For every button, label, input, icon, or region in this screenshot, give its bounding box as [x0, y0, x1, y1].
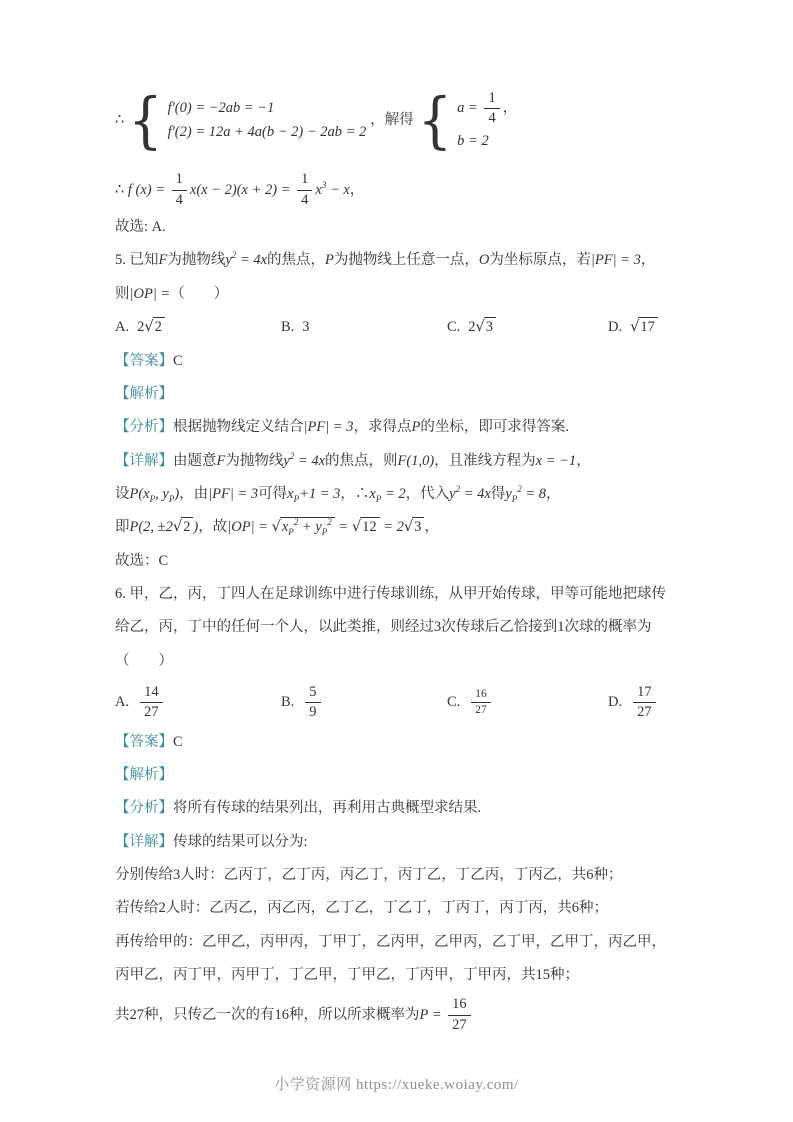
fraction-denominator: 4 — [301, 191, 309, 208]
fraction-denominator: 27 — [637, 704, 652, 721]
question6-option-d — [608, 684, 677, 722]
question5-detail-line3 — [115, 511, 677, 544]
option-value — [630, 319, 658, 335]
fraction — [633, 684, 656, 722]
question5-answer-value: C — [173, 352, 183, 369]
text-segment: 的焦点，则 — [325, 452, 398, 469]
subscript: P — [375, 493, 382, 504]
xiangjie-label: 【详解】 — [115, 833, 173, 850]
text-segment: 为抛物线 — [167, 252, 226, 269]
radical — [352, 519, 380, 535]
fraction-numerator: 14 — [140, 684, 163, 703]
solution4-choose-text — [115, 219, 166, 235]
text-segment: ， — [502, 100, 518, 117]
math-segment: b = 2 — [457, 132, 489, 149]
math-segment: P(x — [129, 485, 150, 502]
question5-option-d — [608, 311, 677, 344]
radical-sign-icon: √ — [271, 519, 281, 536]
left-brace-icon: { — [417, 84, 453, 156]
left-brace-icon: { — [128, 84, 163, 156]
radicand — [412, 517, 424, 536]
question6-option-a — [115, 684, 281, 722]
question6-answer-line — [115, 726, 677, 759]
number-segment: 3 — [485, 319, 494, 336]
math-segment: = 4x — [460, 485, 491, 502]
radical-sign-icon: √ — [351, 519, 362, 536]
math-segment: f′(0) = −2ab = −1 — [167, 100, 275, 117]
math-segment: a = — [457, 100, 482, 117]
system-rows — [457, 90, 517, 151]
math-segment: P = — [419, 1006, 446, 1023]
question6-pass3-text — [115, 867, 623, 883]
radicand — [153, 317, 165, 336]
question6-jiexi-line — [115, 759, 677, 792]
option-value — [468, 687, 493, 717]
fraction-denominator: 27 — [475, 704, 487, 717]
superscript: 2 — [327, 517, 332, 528]
fraction-numerator: 16 — [448, 996, 471, 1015]
option-label: B. — [281, 694, 295, 711]
text-segment: 传球的结果可以分为: — [173, 833, 308, 850]
subscript: P — [149, 493, 156, 504]
option-value — [302, 683, 323, 721]
superscript: 3 — [321, 179, 327, 190]
text-segment: 共27种，只传乙一次的有16种，所以所求概率为 — [115, 1006, 420, 1023]
radical — [404, 519, 425, 535]
xiangjie-label: 【详解】 — [115, 452, 173, 469]
question6-stem-text — [115, 586, 666, 669]
question5-fenxi-line — [115, 411, 677, 444]
math-segment: f (x) = — [127, 181, 169, 198]
math-segment: = 4x — [294, 452, 326, 469]
math-segment: |PF| = 3 — [208, 485, 259, 502]
text-segment: ， — [349, 181, 365, 198]
question6-option-c — [447, 688, 608, 718]
subscript: P — [293, 493, 300, 504]
fraction-denominator: 4 — [488, 110, 496, 127]
system-row — [457, 90, 517, 128]
math-segment: x — [281, 519, 289, 536]
text-segment: ∴ — [115, 112, 125, 128]
superscript: 2 — [293, 517, 299, 528]
fraction — [172, 171, 187, 209]
question5-detail-line2 — [115, 478, 677, 511]
question5-answer-line — [115, 345, 677, 378]
text-segment: ，解得 — [370, 112, 414, 128]
radicand — [484, 317, 496, 336]
solution4-choose-line — [115, 211, 677, 244]
math-segment: y — [449, 485, 456, 502]
fraction — [297, 171, 312, 209]
option-label: B. — [281, 319, 295, 336]
fraction — [484, 90, 499, 128]
math-segment: x — [315, 181, 322, 198]
question6-detail-intro-text — [173, 834, 308, 850]
solution4-line2-segments — [115, 171, 365, 208]
text-segment: ，则 — [115, 252, 656, 302]
text-segment: ，故 — [198, 519, 228, 536]
number-segment: 3 — [302, 319, 310, 336]
question6-total-line — [115, 992, 677, 1038]
fraction — [448, 996, 471, 1034]
fraction-numerator: 16 — [471, 688, 490, 704]
option-value — [468, 319, 496, 335]
page-footer — [0, 1073, 793, 1094]
text-segment: 分别传给3人时：乙丙丁，乙丁丙，丙乙丁，丙丁乙，丁乙丙，丁丙乙，共6种； — [115, 867, 623, 884]
answer-label: 【答案】 — [115, 733, 173, 750]
option-label: A. — [115, 319, 130, 336]
question5-option-a — [115, 311, 281, 344]
math-segment: = 2 — [381, 485, 406, 502]
math-segment: F(1,0) — [397, 452, 435, 469]
text-segment: 的焦点， — [267, 252, 326, 269]
fraction — [305, 684, 320, 722]
question6-total-text — [115, 996, 474, 1033]
option-value — [302, 319, 309, 335]
brace-system — [128, 84, 367, 156]
fraction-numerator: 17 — [633, 684, 656, 703]
fenxi-label: 【分析】 — [115, 800, 173, 817]
question6-passA-text — [115, 934, 666, 983]
text-segment: ，代入 — [405, 485, 450, 502]
text-segment: ∴ — [115, 181, 128, 198]
system-row — [168, 99, 367, 119]
option-label: C. — [447, 694, 461, 711]
text-segment: 即 — [115, 519, 130, 536]
math-segment: +1 = 3 — [299, 485, 341, 502]
math-segment: P — [325, 252, 334, 269]
radicand — [181, 517, 193, 536]
question6-pass3-line — [115, 859, 677, 892]
math-segment: = — [334, 519, 352, 536]
brace-system — [417, 84, 518, 156]
option-value — [137, 683, 166, 721]
superscript: 2 — [455, 484, 461, 495]
question6-answer-value: C — [173, 733, 183, 750]
question5-detail1-text — [173, 450, 591, 469]
math-segment: = 4x — [236, 252, 268, 269]
question6-options — [115, 678, 677, 726]
text-segment: 设 — [115, 485, 130, 502]
text-segment: （ ） — [170, 285, 229, 302]
text-segment: 6. 甲，乙，丙，丁四人在足球训练中进行传球训练，从甲开始传球，甲等可能地把球传给乙，丙，丁中的任何一个人，以此类推，则经过3次传球后乙恰接到1次球的概率为（ ） — [115, 585, 666, 669]
math-segment: |OP| = — [227, 519, 272, 536]
radical-sign-icon: √ — [403, 519, 414, 536]
subscript: P — [321, 527, 328, 538]
fraction-denominator: 27 — [144, 704, 159, 721]
radical-sign-icon: √ — [630, 319, 640, 336]
text-segment: 故选：C — [115, 552, 169, 569]
radical — [173, 519, 194, 535]
math-segment: F — [158, 252, 168, 269]
fraction-numerator: 1 — [297, 171, 312, 190]
question5-detail2-text — [115, 486, 561, 502]
text-segment: 为抛物线上任意一点， — [333, 252, 479, 269]
system-row — [457, 132, 517, 152]
subscript: P — [288, 527, 294, 538]
text-segment: ， — [546, 485, 561, 502]
text-segment: 为坐标原点，若 — [489, 252, 591, 269]
number-segment: 2 — [468, 319, 476, 336]
math-segment: + y — [298, 519, 322, 536]
text-segment: ，由 — [179, 485, 209, 502]
text-segment: ，∴ — [340, 485, 370, 502]
fraction-numerator: 1 — [172, 171, 187, 190]
superscript: 2 — [289, 450, 295, 461]
superscript: 2 — [517, 484, 522, 495]
fraction-numerator: 1 — [484, 90, 499, 109]
system-rows — [168, 99, 367, 142]
math-segment: F — [216, 452, 226, 469]
math-segment: x = −1 — [535, 452, 577, 469]
fraction — [140, 684, 163, 722]
subscript: P — [168, 493, 175, 504]
option-label: A. — [115, 694, 130, 711]
math-segment: = 2 — [379, 519, 404, 536]
question5-fenxi-text — [173, 419, 569, 435]
text-segment: 将所有传球的结果列出，再利用古典概型求结果. — [173, 800, 482, 817]
fraction-numerator: 5 — [305, 684, 320, 703]
solution4-fx-line — [115, 165, 677, 211]
math-segment: |OP| = — [129, 285, 171, 302]
math-segment: ) — [174, 485, 180, 502]
question6-pass2-text — [115, 900, 608, 916]
text-segment: 得 — [490, 485, 506, 502]
math-segment: |PF| = 3 — [590, 252, 641, 269]
math-segment: P — [411, 419, 421, 436]
radical-sign-icon: √ — [172, 519, 183, 536]
subscript: P — [511, 493, 518, 504]
number-segment: 2 — [183, 519, 191, 536]
fenxi-label: 【分析】 — [115, 419, 173, 436]
system-row — [168, 123, 367, 143]
solution4-line1-segments — [115, 84, 521, 156]
radical-sign-icon: √ — [475, 319, 485, 336]
text-segment: 为抛物线 — [225, 452, 284, 469]
text-segment: 5. 已知 — [115, 252, 159, 269]
fraction-denominator: 4 — [175, 191, 183, 208]
text-segment: ，求得点 — [353, 419, 412, 436]
option-label: D. — [608, 694, 623, 711]
math-segment: y — [505, 485, 512, 502]
question5-stem — [115, 244, 677, 311]
math-segment: , y — [155, 485, 169, 502]
superscript: 2 — [231, 250, 237, 261]
jiexi-label: 【解析】 — [115, 767, 173, 784]
math-segment: = 8 — [521, 485, 547, 502]
math-segment: ) — [193, 519, 199, 536]
math-segment: |PF| = 3 — [303, 419, 354, 436]
fraction — [471, 688, 490, 718]
math-segment: P(2, ±2 — [129, 519, 173, 536]
question6-fenxi-text — [173, 800, 481, 816]
text-segment: 若传给2人时：乙丙乙，丙乙丙，乙丁乙，丁乙丁，丁丙丁，丙丁丙，共6种； — [115, 900, 608, 917]
option-value — [630, 683, 659, 721]
text-segment: 根据抛物线定义结合 — [173, 419, 304, 436]
question6-passA-line — [115, 926, 677, 993]
text-segment: 的坐标，即可求得答案. — [420, 419, 569, 436]
question6-option-b — [281, 684, 447, 722]
question5-choose-line — [115, 545, 677, 578]
math-segment: x — [369, 485, 376, 502]
radical — [476, 319, 497, 335]
question6-fenxi-line — [115, 792, 677, 825]
number-segment: 2 — [137, 319, 145, 336]
math-segment: x(x − 2)(x + 2) = — [189, 181, 295, 198]
question5-option-b — [281, 311, 447, 344]
question5-option-c — [447, 311, 608, 344]
math-segment: f′(2) = 12a + 4a(b − 2) − 2ab = 2 — [167, 123, 367, 140]
text-segment: 再传给甲的：乙甲乙，丙甲丙，丁甲丁，乙丙甲，乙甲丙，乙丁甲，乙甲丁，丙乙甲，丙甲乙，丙丁甲，丙甲丁，丁乙甲，丁甲乙，丁丙甲，丁甲丙，共15种； — [115, 933, 666, 984]
radical-sign-icon: √ — [144, 319, 154, 336]
fraction-denominator: 9 — [309, 704, 317, 721]
question6-detail-intro-line — [115, 826, 677, 859]
text-segment: 由题意 — [173, 452, 217, 469]
math-segment: y — [283, 452, 290, 469]
jiexi-label: 【解析】 — [115, 385, 173, 402]
solution4-system-line — [115, 86, 677, 165]
fraction-denominator: 27 — [452, 1016, 467, 1033]
question5-stem-text — [115, 252, 655, 301]
question5-options — [115, 311, 677, 344]
option-value — [137, 319, 165, 335]
question5-detail-line1 — [115, 445, 677, 478]
number-segment: 17 — [640, 319, 655, 336]
question6-pass2-line — [115, 892, 677, 925]
radicand — [360, 517, 380, 536]
number-segment: 12 — [362, 519, 377, 536]
footer-watermark-text: 小学资源网 https://xueke.woiay.com/ — [274, 1077, 519, 1093]
text-segment: ， — [576, 452, 591, 469]
option-label: D. — [608, 319, 623, 336]
radicand — [638, 317, 658, 336]
math-segment: x — [287, 485, 294, 502]
answer-label: 【答案】 — [115, 352, 173, 369]
math-segment: O — [478, 252, 490, 269]
text-segment: ， — [424, 519, 439, 536]
number-segment: 2 — [154, 319, 162, 336]
option-label: C. — [447, 319, 461, 336]
question6-stem — [115, 578, 677, 678]
radical — [271, 517, 335, 538]
number-segment: 3 — [414, 519, 422, 536]
question5-jiexi-line — [115, 378, 677, 411]
radicand — [280, 517, 335, 536]
question5-choose-text — [115, 553, 168, 569]
text-segment: 故选: A. — [115, 219, 166, 236]
text-segment: ，且准线方程为 — [434, 452, 536, 469]
math-segment: − x — [326, 181, 350, 198]
text-segment: 可得 — [258, 485, 288, 502]
math-segment: y — [225, 252, 232, 269]
radical — [144, 319, 165, 335]
question5-detail3-text — [115, 517, 439, 538]
radical — [630, 319, 658, 335]
